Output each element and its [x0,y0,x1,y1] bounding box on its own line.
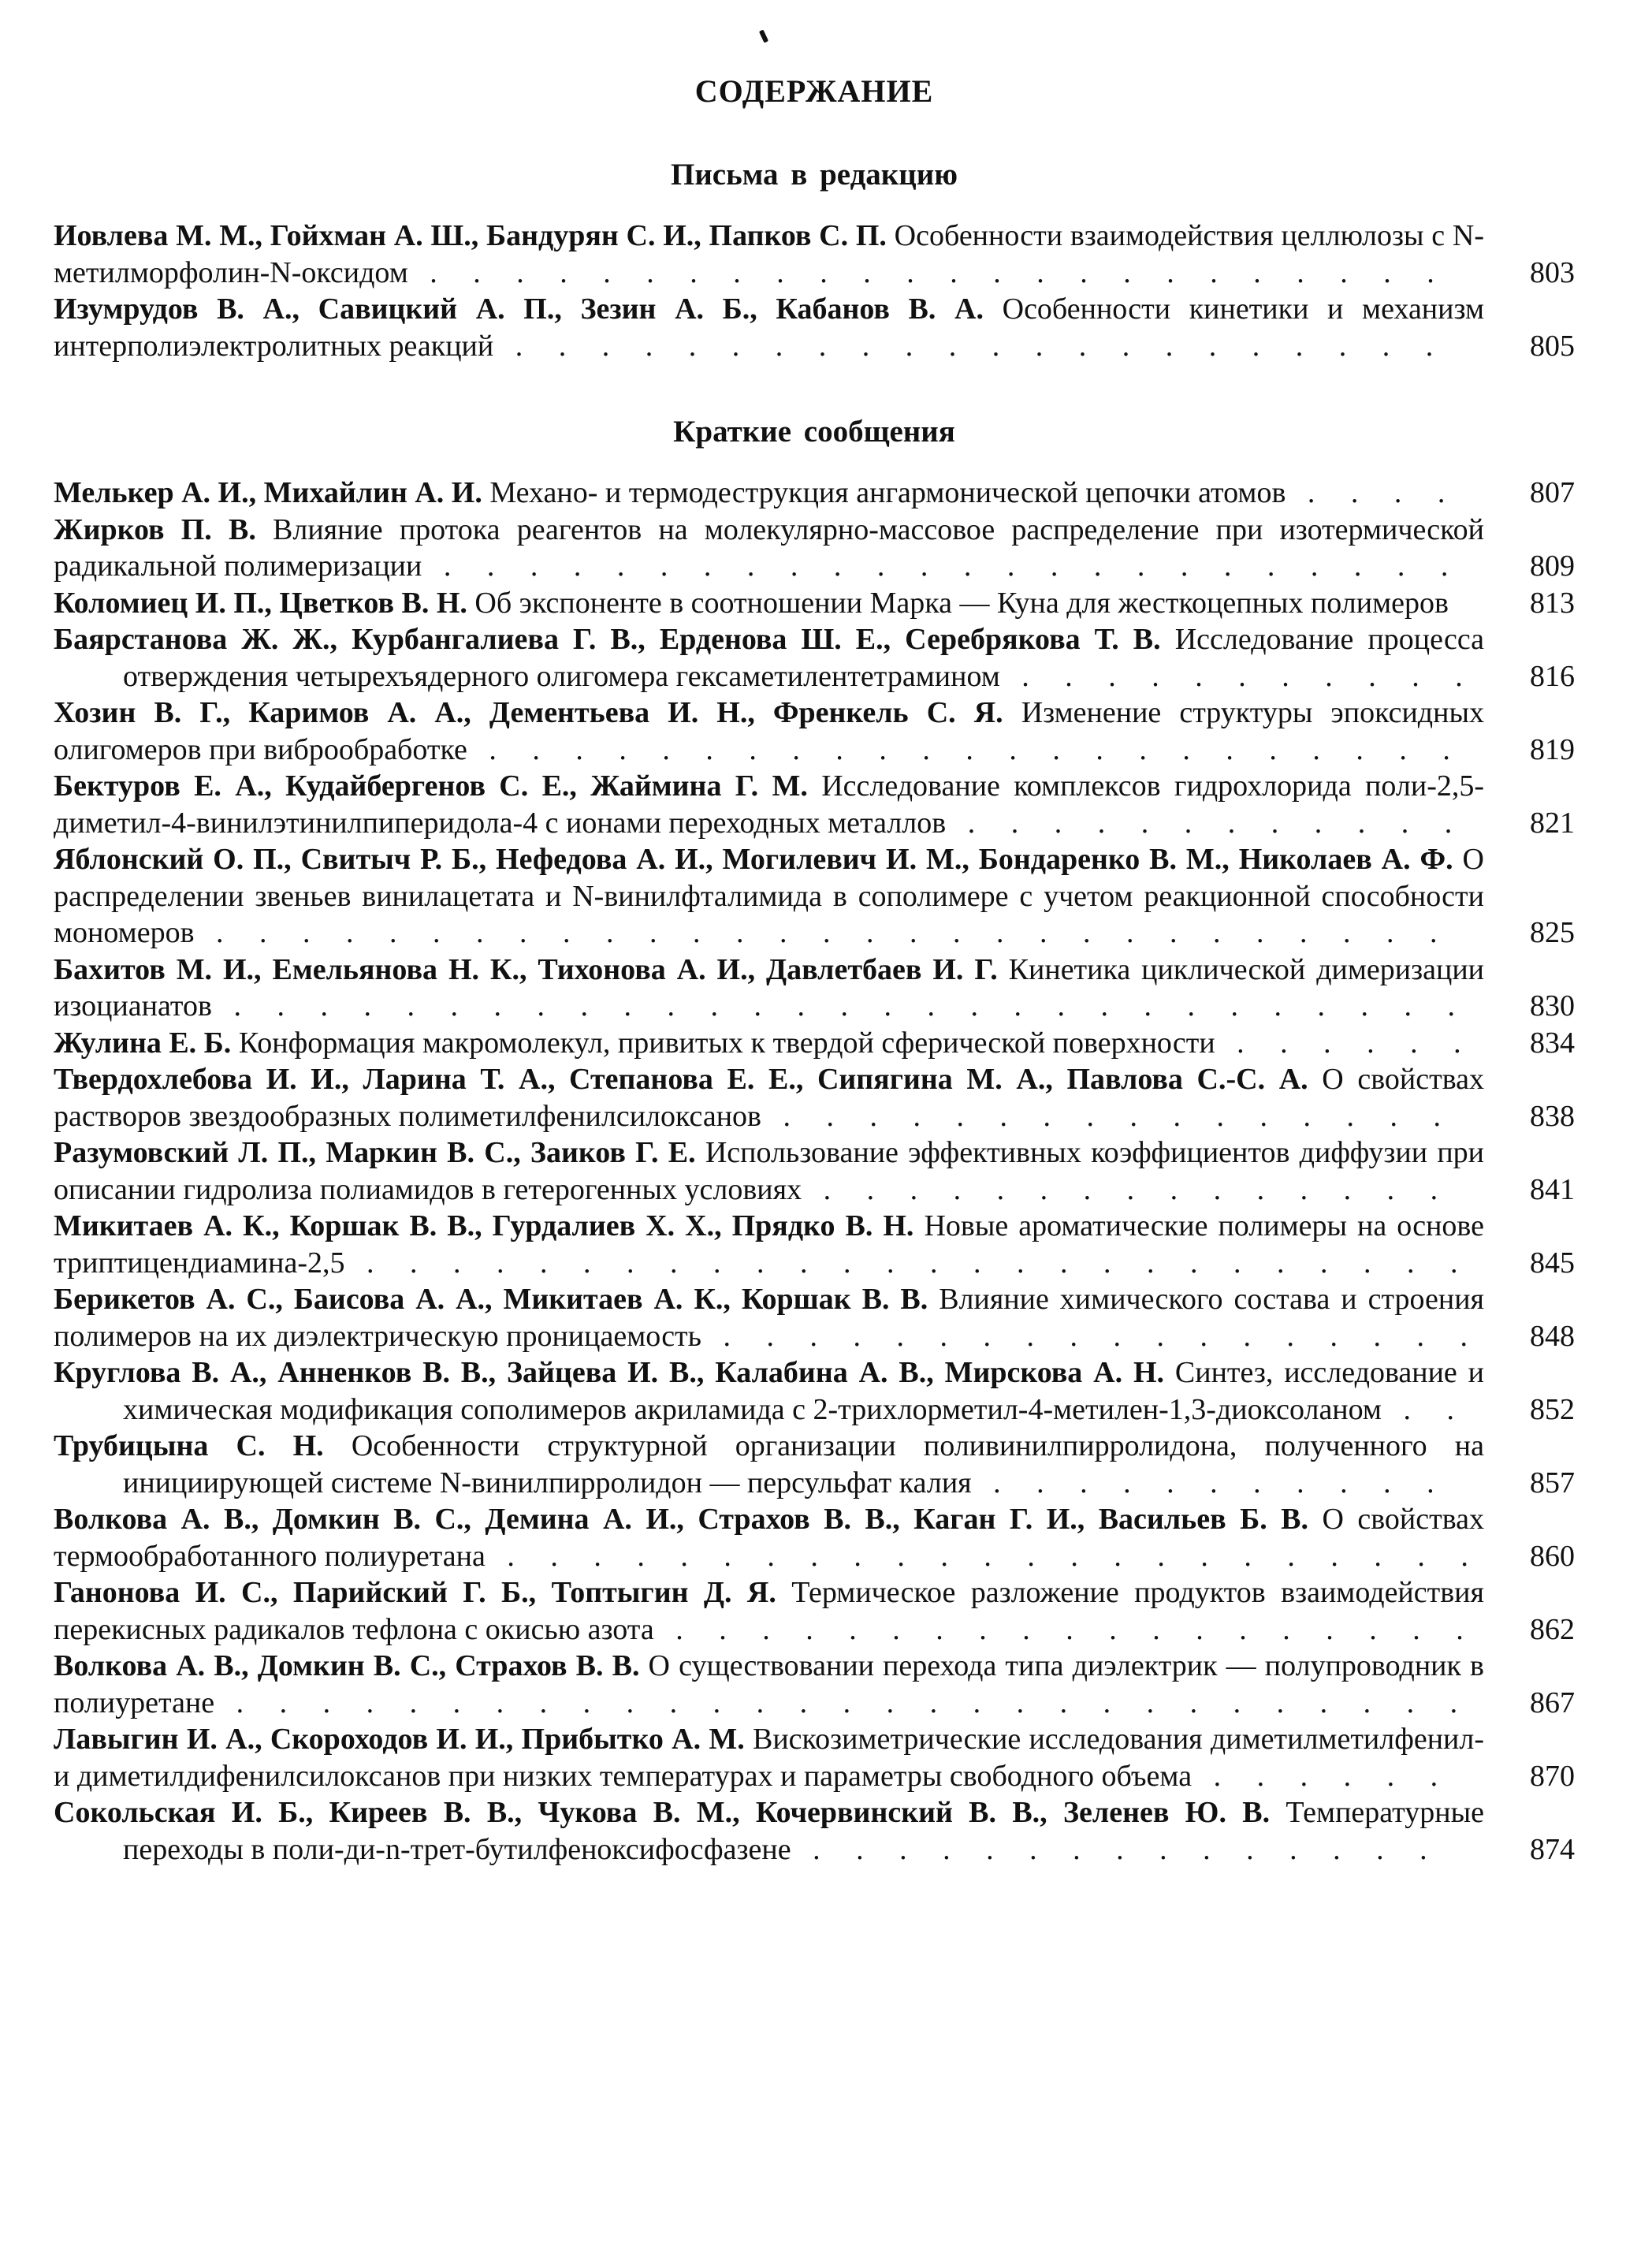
leader-dots: . . . . . . . . . . . . . . . . . . . . . . . . [422,549,1463,583]
entry-page-number: 830 [1530,989,1575,1023]
entry-title: Изменение структуры эпоксидных олигомеров при виброобработке [54,696,1484,766]
toc-entry [54,1025,1575,1062]
section-heading-letters: Письма в редакцию [670,158,958,192]
leader-dots: . . . . [1286,476,1460,509]
toc-entry [54,1281,1575,1354]
entry-text [54,1794,1484,1868]
entry-page-number: 870 [1530,1759,1575,1793]
toc-entry [54,1794,1575,1868]
entries-short-communications [54,475,1575,1868]
entry-page-number: 805 [1530,329,1575,363]
entry-authors: Жулина Е. Б. [54,1026,232,1060]
entry-page-number: 809 [1530,549,1575,583]
leader-dots: . . . . . . . . . . . . . . . [791,1832,1442,1866]
entry-title: Синтез, исследование и химическая модификация сополимеров акриламида с 2-трихлорметил-4-метилен-1,3-диоксоланом [123,1356,1484,1426]
entry-authors: Сокольская И. Б., Киреев В. В., Чукова В. М., Кочервинский В. В., Зеленев Ю. В. [54,1796,1271,1829]
entry-title: Механо- и термодеструкция ангармонической цепочки атомов [489,476,1286,509]
entry-text [54,1574,1484,1648]
entry-page-number: 803 [1530,255,1575,289]
entry-page-number: 845 [1530,1246,1575,1280]
entry-title: О существовании перехода типа диэлектрик — полупроводник в полиуретане [54,1649,1484,1719]
entry-page-number: 838 [1530,1099,1575,1133]
entry-title: Особенности кинетики и механизм интерполиэлектролитных реакций [54,292,1484,363]
entry-page-number: 848 [1530,1319,1575,1353]
leader-dots: . . . . . . [1192,1759,1453,1793]
toc-entry [54,1428,1575,1501]
toc-entry [54,1061,1575,1134]
entry-text [54,1721,1484,1794]
entry-authors: Разумовский Л. П., Маркин В. С., Заиков Г. Е. [54,1136,696,1169]
entry-title: Новые ароматические полимеры на основе триптицендиамина-2,5 [54,1209,1485,1280]
entry-title: Влияние химического состава и строения полимеров на их диэлектрическую проницаемость [54,1283,1485,1353]
toc-entry [54,585,1575,622]
entry-title: О распределении звеньев винилацетата и N-винилфталимида в сополимере с учетом реакционной способности мономеров [54,843,1484,949]
entry-page-number: 821 [1530,806,1575,840]
entry-text [54,218,1484,291]
entry-authors: Берикетов А. С., Баисова А. А., Микитаев А. К., Коршак В. В. [54,1283,928,1316]
entry-page-number: 816 [1530,659,1575,693]
entry-title: О свойствах растворов звездообразных полиметилфенилсилоксанов [54,1063,1485,1133]
entry-authors: Волкова А. В., Домкин В. С., Демина А. И., Страхов В. В., Каган Г. И., Васильев Б. В. [54,1503,1308,1536]
entry-page-number: 874 [1530,1832,1575,1866]
entry-text [54,291,1484,364]
entry-authors: Лавыгин И. А., Скороходов И. И., Прибытко А. М. [54,1723,745,1756]
entry-authors: Хозин В. Г., Каримов А. А., Дементьева И. Н., Френкель С. Я. [54,696,1003,729]
toc-entry [54,841,1575,952]
entry-authors: Изумрудов В. А., Савицкий А. П., Зезин А. Б., Кабанов В. А. [54,292,984,326]
toc-entry [54,1134,1575,1208]
entry-text [54,695,1484,768]
entry-text [54,1061,1484,1134]
leader-dots: . . [1381,1392,1468,1426]
toc-entry [54,1354,1575,1428]
entry-page-number: 834 [1530,1026,1575,1060]
leader-dots: . . . . . . [1215,1026,1475,1060]
entry-authors: Трубицына С. Н. [54,1429,324,1462]
toc-entry [54,621,1575,695]
leader-dots: . . . . . . . . . . . [999,659,1477,693]
entry-page-number: 819 [1530,732,1575,766]
toc-entry [54,1501,1575,1574]
entry-page-number: 807 [1530,476,1575,509]
entry-authors: Круглова В. А., Анненков В. В., Зайцева И. В., Калабина А. В., Мирскова А. Н. [54,1356,1165,1389]
entry-page-number: 860 [1530,1539,1575,1573]
entry-authors: Бектуров Е. А., Кудайбергенов С. Е., Жаймина Г. М. [54,769,808,803]
toc-entry [54,768,1575,841]
entry-text [54,621,1484,695]
toc-entry [54,1648,1575,1721]
entry-text [54,585,1484,622]
leader-dots: . . . . . . . . . . . [971,1466,1449,1499]
entry-title: Исследование комплексов гидрохлорида поли-2,5-диметил-4-винилэтинилпиперидола-4 с ионами переходных металлов [54,769,1484,840]
toc-entry [54,475,1575,512]
entry-authors: Микитаев А. К., Коршак В. В., Гурдалиев Х. Х., Прядко В. Н. [54,1209,914,1242]
entry-title: Особенности взаимодействия целлюлозы с N-метилморфолин-N-оксидом [54,219,1484,289]
leader-dots: . . . . . . . . . . . . . . . . [761,1099,1455,1133]
entry-page-number: 867 [1530,1686,1575,1719]
entry-authors: Жирков П. В. [54,512,256,546]
toc-entry [54,1574,1575,1648]
entry-text [54,1428,1484,1501]
entry-title: Температурные переходы в поли-ди-n-трет-бутилфеноксифосфазене [123,1796,1484,1866]
leader-dots: . . . . . . . . . . . . . . . . . . . [653,1612,1478,1646]
entry-authors: Волкова А. В., Домкин В. С., Страхов В. В. [54,1649,640,1682]
entry-text [54,841,1484,952]
entry-page-number: 841 [1530,1172,1575,1206]
leader-dots: . . . . . . . . . . . . . . . . . . . . . . [493,329,1448,363]
entry-title: О свойствах термообработанного полиуретана [54,1503,1485,1573]
entry-title: Конформация макромолекул, привитых к твердой сферической поверхности [238,1026,1215,1060]
entry-authors: Баярстанова Ж. Ж., Курбангалиева Г. В., Ерденова Ш. Е., Серебрякова Т. В. [54,623,1161,656]
entry-text [54,1134,1484,1208]
section-heading-short-communications: Краткие сообщения [673,415,955,449]
entry-title: Термическое разложение продуктов взаимодействия перекисных радикалов тефлона с окисью азота [54,1576,1484,1646]
leader-dots: . . . . . . . . . . . . . . . . . . . . . . . . . . [344,1246,1472,1280]
entry-authors: Ганонова И. С., Парийский Г. Б., Топтыгин Д. Я. [54,1576,776,1609]
entry-page-number: 825 [1530,916,1575,949]
entry-authors: Мелькер А. И., Михайлин А. И. [54,476,482,509]
toc-entry [54,1208,1575,1281]
entry-page-number: 862 [1530,1612,1575,1646]
leader-dots: . . . . . . . . . . . . . . . . . . [701,1319,1482,1353]
entry-text [54,1648,1484,1721]
entry-title: Использование эффективных коэффициентов диффузии при описании гидролиза полиамидов в гетерогенных условиях [54,1136,1485,1206]
entry-title: Исследование процесса отверждения четырехъядерного олигомера гексаметилентетрамином [123,623,1485,693]
entry-authors: Бахитов М. И., Емельянова Н. К., Тихонова А. И., Давлетбаев И. Г. [54,952,998,986]
entry-text [54,512,1484,585]
entry-text [54,1354,1484,1428]
toc-entry [54,218,1575,291]
entry-page-number: 852 [1530,1392,1575,1426]
toc-entry [54,1721,1575,1794]
entry-title: Особенности структурной организации поливинилпирролидона, полученного на инициирующей системе N-винилпирролидон — персульфат калия [123,1429,1484,1499]
entry-text [54,475,1484,512]
leader-dots: . . . . . . . . . . . . . . . . . . . . . . . . [407,255,1449,289]
entry-title: Влияние протока реагентов на молекулярно-массовое распределение при изотермической радикальной полимеризации [54,512,1485,583]
entry-page-number: 857 [1530,1466,1575,1499]
entry-page-number: 813 [1530,586,1575,620]
leader-dots: . . . . . . . . . . . . . . . . . . . . . . . . . . . . . [211,989,1469,1023]
entry-title: Вискозиметрические исследования диметилметилфенил- и диметилдифенилсилоксанов при низких температурах и параметры свободного объема [54,1723,1485,1793]
entry-text [54,1281,1484,1354]
entry-authors: Твердохлебова И. И., Ларина Т. А., Степанова Е. Е., Сипягина М. А., Павлова С.-С. А. [54,1063,1308,1096]
leader-dots: . . . . . . . . . . . . . . . . . . . . . . . [485,1539,1483,1573]
contents-page [54,32,1575,1868]
entry-text [54,952,1484,1025]
entries-letters [54,218,1575,364]
toc-entry [54,512,1575,585]
entry-authors: Коломиец И. П., Цветков В. Н. [54,586,467,620]
page-title: СОДЕРЖАНИЕ [694,73,934,109]
leader-dots: . . . . . . . . . . . . . . . . . . . . . . . . . . . . . [194,916,1452,949]
entry-text [54,1025,1484,1062]
leader-dots: . . . . . . . . . . . . . . . . . . . . . . . . . . . . . [214,1686,1472,1719]
leader-dots: . . . . . . . . . . . . . . . . . . . . . . . [467,732,1464,766]
leader-dots: . . . . . . . . . . . . [946,806,1467,840]
entry-text [54,1208,1484,1281]
entry-title: Кинетика циклической димеризации изоцианатов [54,952,1485,1023]
entry-authors: Иовлева М. М., Гойхман А. Ш., Бандурян С. И., Папков С. П. [54,219,887,252]
entry-text [54,768,1484,841]
toc-entry [54,291,1575,364]
entry-authors: Яблонский О. П., Свитыч Р. Б., Нефедова А. И., Могилевич И. М., Бондаренко В. М., Николаев А. Ф. [54,843,1453,876]
toc-entry [54,695,1575,768]
entry-title: Об экспоненте в соотношении Марка — Куна для жесткоцепных полимеров [474,586,1449,620]
toc-entry [54,952,1575,1025]
entry-text [54,1501,1484,1574]
leader-dots: . . . . . . . . . . . . . . . [802,1172,1453,1206]
